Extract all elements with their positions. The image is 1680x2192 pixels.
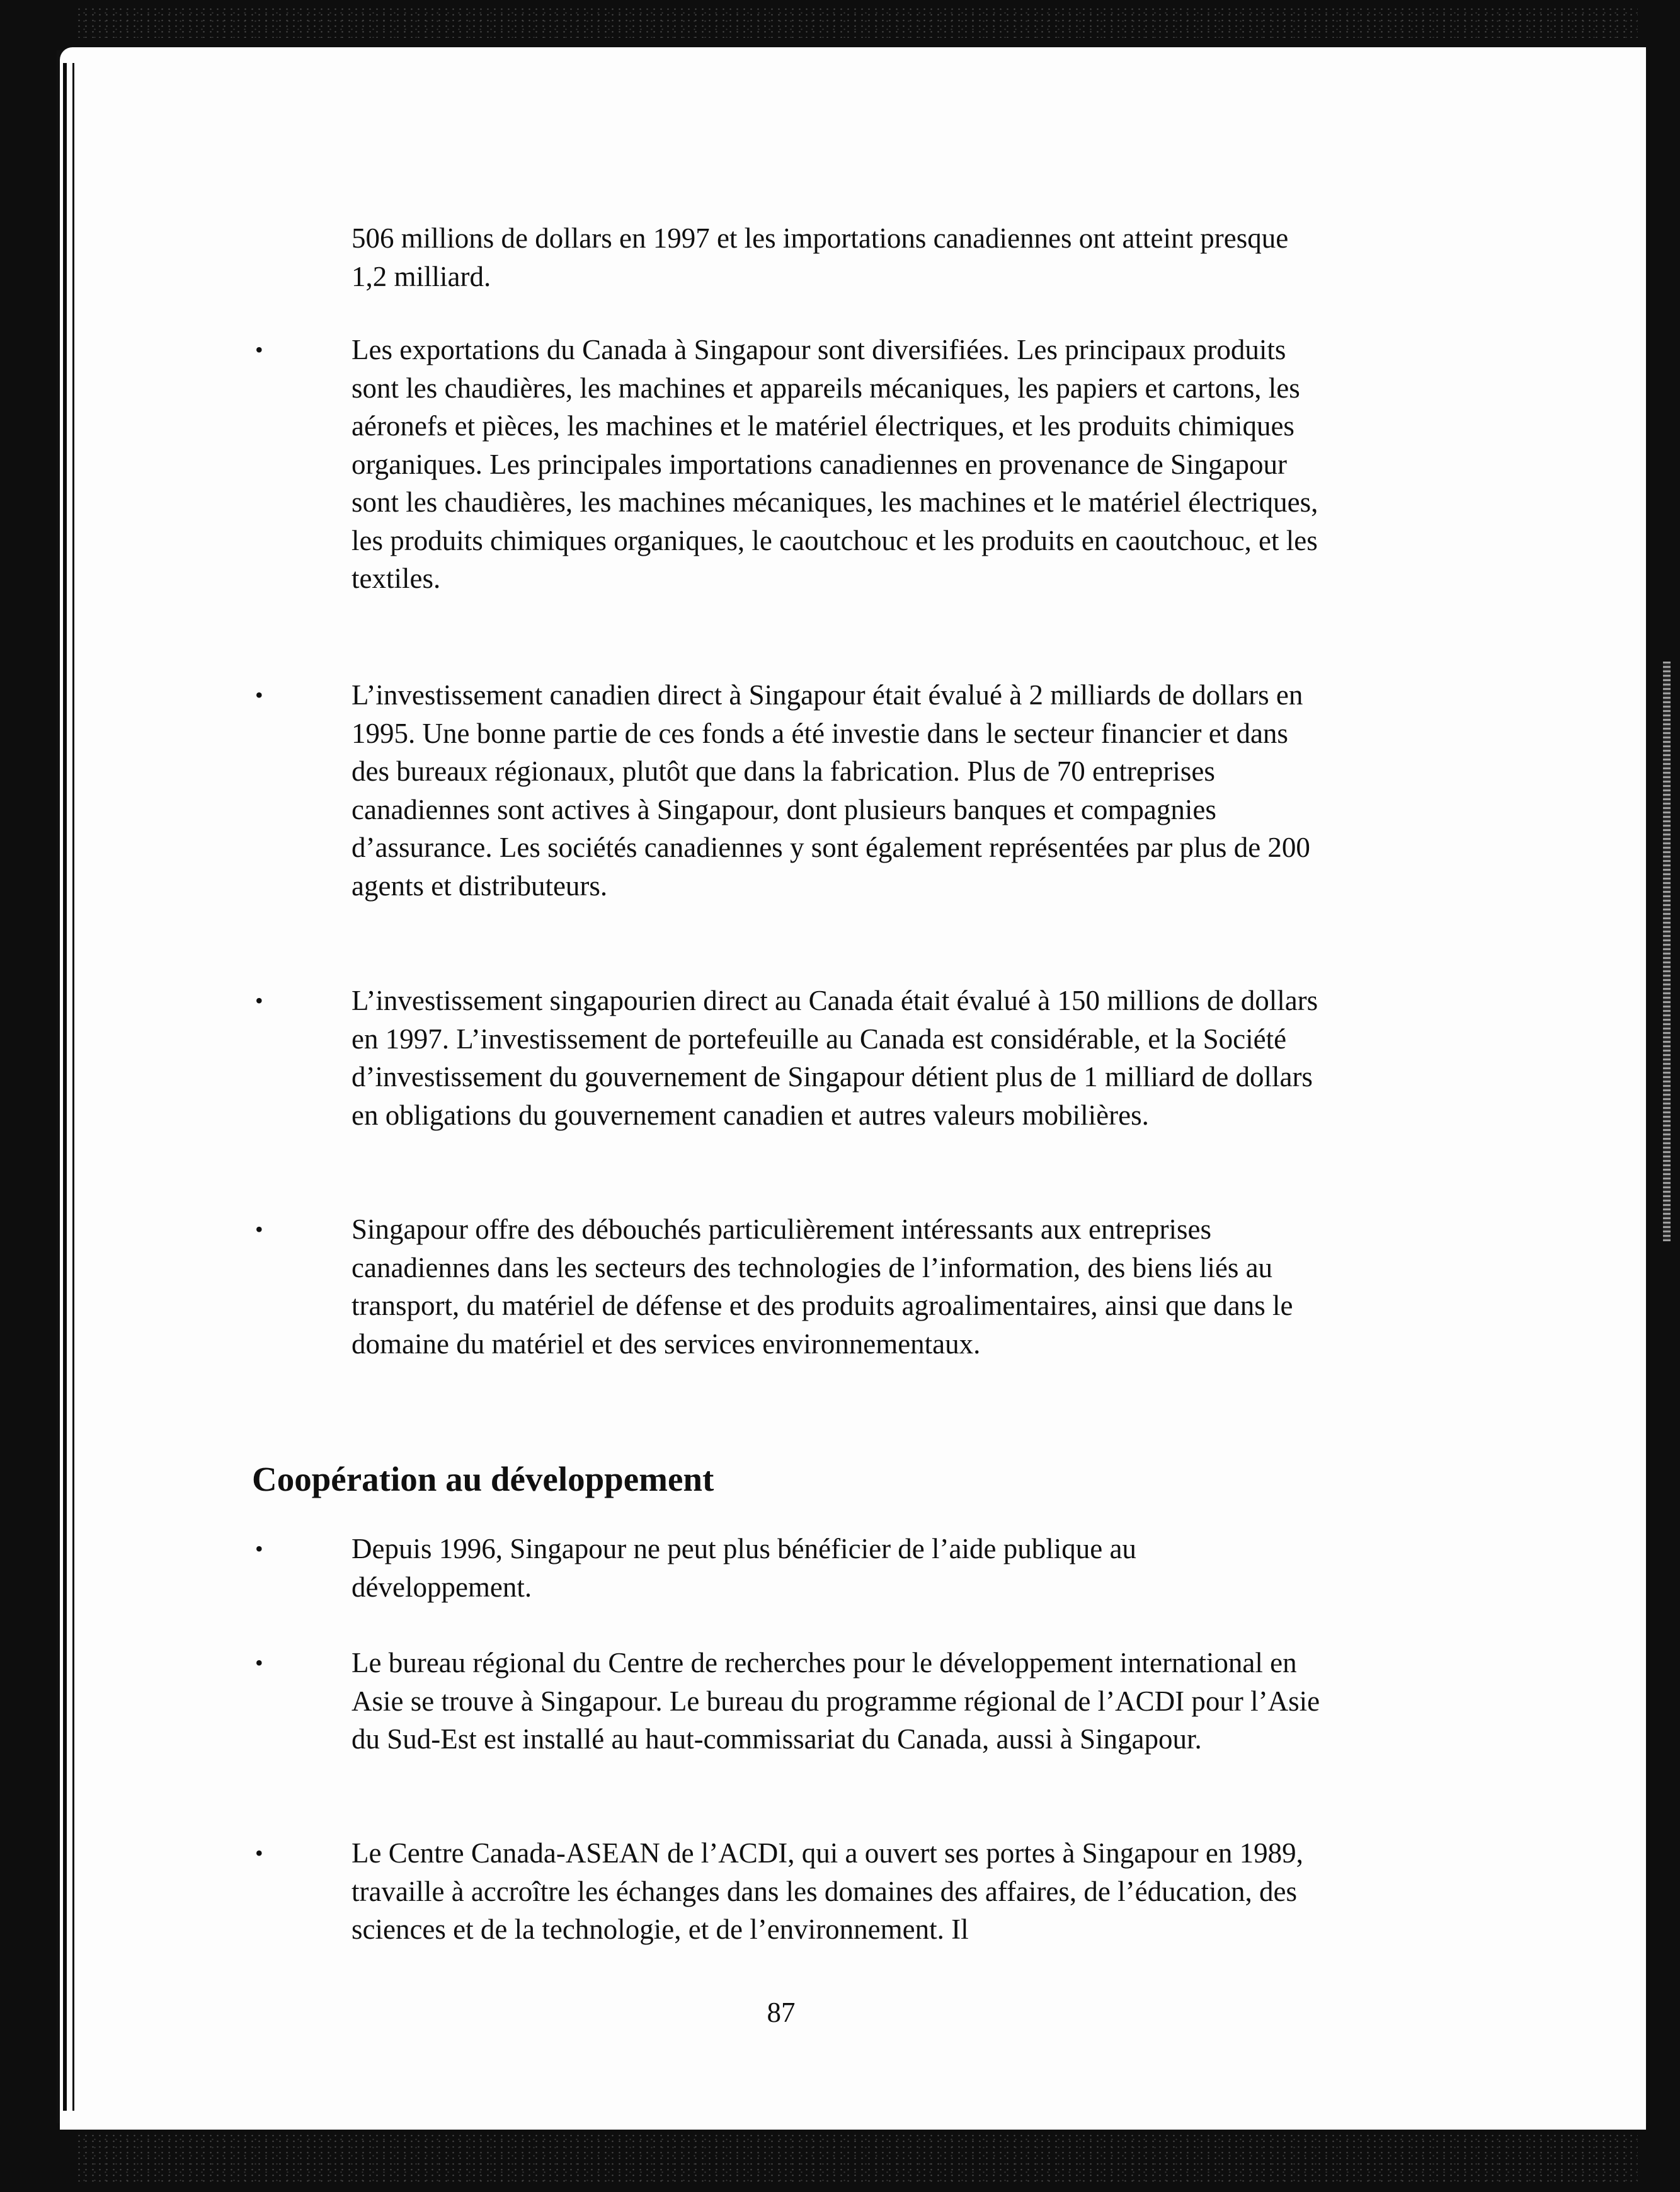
- page-number: 87: [767, 1997, 796, 2028]
- scan-noise-top: [76, 6, 1638, 38]
- bullet-marker: •: [255, 682, 263, 708]
- bullet-marker: •: [255, 1217, 263, 1242]
- bullet-marker: •: [255, 1650, 263, 1675]
- bullet-paragraph-canadian-investment: L’investissement canadien direct à Singapour était évalué à 2 milliards de dollars en 1995. Une bonne partie de ces fonds a été investie dans le secteur financier et dans des bureaux régionaux, plutôt que dans la fabrication. Plus de 70 entreprises canadiennes sont actives à Singapour, dont plusieurs banques et compagnies d’assurance. Les sociétés canadiennes y sont également représentées par plus de 200 agents et distributeurs.: [351, 679, 1310, 902]
- bullet-paragraph-exports: Les exportations du Canada à Singapour sont diversifiées. Les principaux produits sont les chaudières, les machines et appareils mécaniques, les papiers et cartons, les aéronefs et pièces, les machines et le matériel électriques, et les produits chimiques organiques. Les principales importations canadiennes en provenance de Singapour sont les chaudières, les machines mécaniques, les machines et le matériel électriques, les produits chimiques organiques, le caoutchouc et les produits en caoutchouc, et les textiles.: [351, 334, 1318, 594]
- bullet-marker: •: [255, 337, 263, 362]
- page-edge-artifact: [1663, 662, 1671, 1241]
- bullet-paragraph-development-aid: Depuis 1996, Singapour ne peut plus bénéficier de l’aide publique au développement.: [351, 1533, 1136, 1603]
- binding-line: [72, 63, 74, 2111]
- bullet-marker: •: [255, 1840, 263, 1866]
- scan-noise-bottom: [76, 2133, 1638, 2183]
- bullet-paragraph-opportunities: Singapour offre des débouchés particulièrement intéressants aux entreprises canadiennes dans les secteurs des technologies de l’information, des biens liés au transport, du matériel de défense et des produits agroalimentaires, ainsi que dans le domaine du matériel et des services environnementaux.: [351, 1214, 1293, 1360]
- binding-line: [63, 63, 67, 2111]
- bullet-marker: •: [255, 988, 263, 1013]
- section-heading: Coopération au développement: [252, 1460, 714, 1498]
- bullet-marker: •: [255, 1536, 263, 1561]
- paragraph-continuation: 506 millions de dollars en 1997 et les importations canadiennes ont atteint presque 1,2 milliard.: [351, 222, 1289, 292]
- bullet-paragraph-regional-office: Le bureau régional du Centre de recherches pour le développement international en Asie se trouve à Singapour. Le bureau du programme régional de l’ACDI pour l’Asie du Sud-Est est installé au haut-commissariat du Canada, aussi à Singapour.: [351, 1647, 1320, 1755]
- bullet-paragraph-singapore-investment: L’investissement singapourien direct au Canada était évalué à 150 millions de dollars en 1997. L’investissement de portefeuille au Canada est considérable, et la Société d’investissement du gouvernement de Singapour détient plus de 1 milliard de dollars en obligations du gouvernement canadien et autres valeurs mobilières.: [351, 985, 1318, 1131]
- scan-border-left: [0, 0, 57, 2192]
- bullet-paragraph-asean-centre: Le Centre Canada-ASEAN de l’ACDI, qui a ouvert ses portes à Singapour en 1989, travaille à accroître les échanges dans les domaines des affaires, de l’éducation, des sciences et de la technologie, et de l’environnement. Il: [351, 1837, 1303, 1945]
